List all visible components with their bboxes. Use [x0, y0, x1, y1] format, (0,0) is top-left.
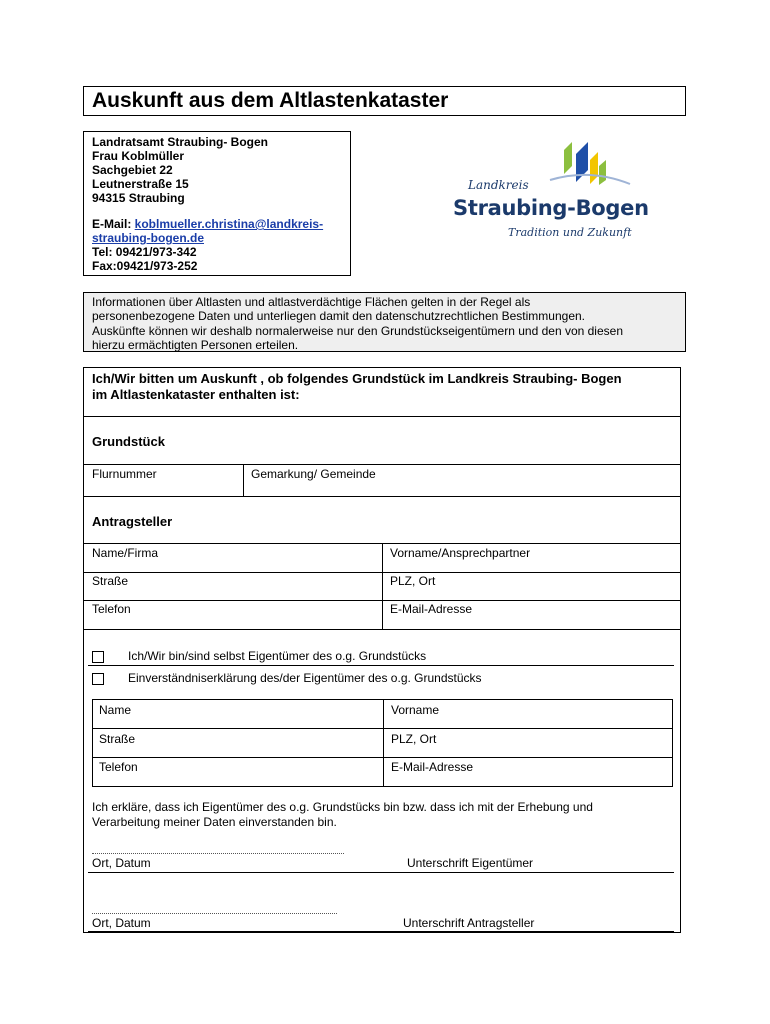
ort-datum-label: Ort, Datum: [92, 916, 151, 930]
address-line: Sachgebiet 22: [92, 163, 173, 177]
gemarkung-field[interactable]: Gemarkung/ Gemeinde: [251, 467, 376, 481]
owner-checkbox-label: Ich/Wir bin/sind selbst Eigentümer des o.g. Grundstücks: [128, 649, 427, 663]
address-line: Landratsamt Straubing- Bogen: [92, 135, 269, 149]
signature-applicant-label: Unterschrift Antragsteller: [403, 916, 535, 930]
landkreis-logo: [450, 140, 660, 245]
owner-strasse-field[interactable]: Straße: [99, 732, 136, 746]
email-line: [92, 217, 342, 231]
info-notice: [83, 292, 686, 352]
logo-name: Straubing-Bogen: [453, 196, 649, 220]
address-line: Frau Koblmüller: [92, 149, 185, 163]
info-line: Informationen über Altlasten und altlastverdächtige Flächen gelten in der Regel als: [92, 295, 531, 309]
ort-datum-label: Ort, Datum: [92, 856, 151, 870]
owner-table: [92, 699, 673, 787]
owner-telefon-field[interactable]: Telefon: [99, 760, 138, 774]
consent-checkbox[interactable]: [92, 673, 104, 685]
declaration-line: Verarbeitung meiner Daten einverstanden bin.: [92, 815, 337, 829]
owner-checkbox[interactable]: [92, 651, 104, 663]
telefon-field[interactable]: Telefon: [92, 602, 131, 616]
section-heading-antragsteller: Antragsteller: [92, 514, 173, 529]
request-form: [83, 367, 681, 933]
vorname-field[interactable]: Vorname/Ansprechpartner: [390, 546, 531, 560]
owner-name-field[interactable]: Name: [99, 703, 132, 717]
email-label: E-Mail:: [92, 217, 135, 231]
request-line: Ich/Wir bitten um Auskunft , ob folgendes Grundstück im Landkreis Straubing- Bogen: [92, 371, 622, 386]
page-title: Auskunft aus dem Altlastenkataster: [83, 86, 686, 116]
email-link-cont[interactable]: straubing-bogen.de: [92, 231, 204, 245]
flurnummer-field[interactable]: Flurnummer: [92, 467, 157, 481]
owner-plz-field[interactable]: PLZ, Ort: [391, 732, 437, 746]
declaration-line: Ich erkläre, dass ich Eigentümer des o.g. Grundstücks bin bzw. dass ich mit der Erhebung und: [92, 800, 593, 814]
fax-line: Fax:09421/973-252: [92, 259, 198, 273]
name-firma-field[interactable]: Name/Firma: [92, 546, 159, 560]
owner-vorname-field[interactable]: Vorname: [391, 703, 440, 717]
plz-ort-field[interactable]: PLZ, Ort: [390, 574, 436, 588]
owner-email-field[interactable]: E-Mail-Adresse: [391, 760, 474, 774]
strasse-field[interactable]: Straße: [92, 574, 129, 588]
address-line: 94315 Straubing: [92, 191, 185, 205]
email-field[interactable]: E-Mail-Adresse: [390, 602, 473, 616]
logo-kicker: Landkreis: [468, 178, 529, 192]
section-heading-grundstueck: Grundstück: [92, 434, 165, 449]
request-line: im Altlastenkataster enthalten ist:: [92, 387, 300, 402]
signature-owner-label: Unterschrift Eigentümer: [407, 856, 534, 870]
consent-checkbox-label: Einverständniserklärung des/der Eigentümer des o.g. Grundstücks: [128, 671, 482, 685]
info-line: personenbezogene Daten und unterliegen damit den datenschutzrechtlichen Bestimmungen.: [92, 309, 585, 324]
logo-slogan: Tradition und Zukunft: [508, 226, 632, 239]
address-line: Leutnerstraße 15: [92, 177, 189, 191]
email-link[interactable]: koblmueller.christina@landkreis-: [134, 217, 324, 231]
address-block: [83, 131, 351, 276]
info-line: Auskünfte können wir deshalb normalerweise nur den Grundstückseigentümern und den von diesen: [92, 323, 623, 338]
info-line: hierzu ermächtigten Personen erteilen.: [92, 337, 299, 352]
tel-line: Tel: 09421/973-342: [92, 245, 197, 259]
